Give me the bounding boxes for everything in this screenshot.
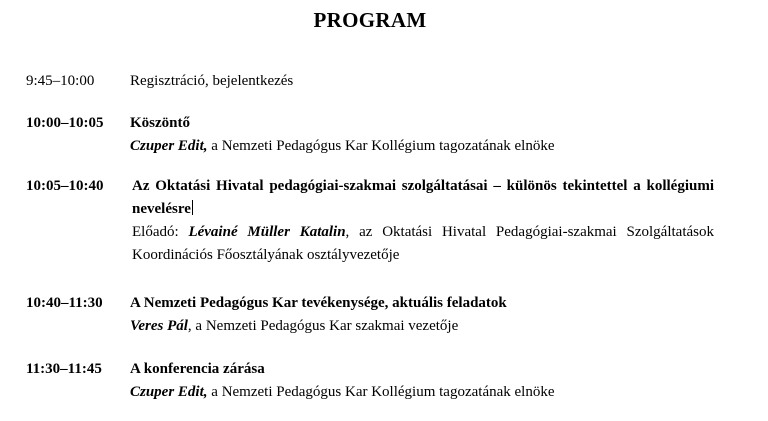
entry-speaker-line (130, 315, 714, 338)
entry-time: 10:00–10:05 (26, 115, 104, 131)
entry-time: 10:05–10:40 (26, 178, 104, 194)
entry-title-text: Az Oktatási Hivatal pedagógiai-szakmai szolgáltatásai – különös tekintettel a kollégiumi nevelésre (132, 178, 714, 217)
entry-speaker-line (130, 381, 714, 404)
entry-title[interactable] (132, 175, 714, 221)
entry-title: A konferencia zárása (130, 361, 265, 377)
program-entry (26, 358, 714, 404)
speaker-name: Czuper Edit, (130, 384, 208, 400)
speaker-name: Czuper Edit, (130, 138, 208, 154)
entry-time: 11:30–11:45 (26, 361, 102, 377)
page-title: PROGRAM (313, 8, 427, 32)
speaker-role: , a Nemzeti Pedagógus Kar szakmai vezetője (187, 318, 459, 334)
entry-speaker-line (130, 135, 714, 158)
speaker-role: a Nemzeti Pedagógus Kar Kollégium tagozatának elnöke (207, 138, 555, 154)
program-entry (26, 292, 714, 338)
speaker-role: , az Oktatási Hivatal Pedagógiai-szakmai Szolgáltatások Koordinációs Főosztályának osztályvezetője (132, 224, 714, 263)
speaker-name: Veres Pál (130, 318, 188, 334)
entry-title: Köszöntő (130, 115, 190, 131)
presenter-prefix: Előadó: (132, 224, 189, 240)
entry-speaker-line (132, 221, 714, 267)
entry-time: 9:45–10:00 (26, 73, 95, 89)
program-entry (26, 70, 714, 93)
entry-title: A Nemzeti Pedagógus Kar tevékenysége, aktuális feladatok (130, 295, 507, 311)
speaker-name: Lévainé Müller Katalin (188, 224, 346, 240)
text-cursor (192, 200, 193, 215)
entry-title: Regisztráció, bejelentkezés (130, 73, 294, 89)
entry-time: 10:40–11:30 (26, 295, 103, 311)
program-entry (26, 175, 714, 267)
program-entry (26, 112, 714, 158)
speaker-role: a Nemzeti Pedagógus Kar Kollégium tagozatának elnöke (207, 384, 555, 400)
